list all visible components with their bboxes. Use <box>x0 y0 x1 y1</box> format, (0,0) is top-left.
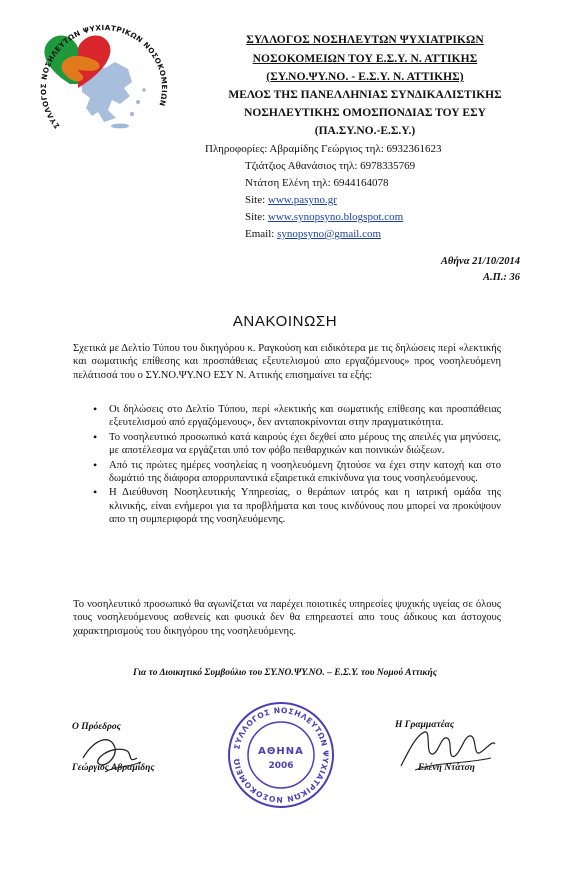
svg-text:2006: 2006 <box>268 761 294 771</box>
site-label-2: Site: <box>245 211 266 223</box>
contact-line-3: Ντάτση Ελένη τηλ: 6944164078 <box>245 177 389 189</box>
list-item: • Από τις πρώτες ημέρες νοσηλείας η νοσηλευόμενη ζητούσε να έχει στην κατοχή και στο δωμάτιό της διάφορα απορρυπαντικά εξαιρετικά επικίνδυνα για τους νοσηλευόμενους. <box>109 459 501 486</box>
contact-line-2: Τζιάτζιος Αθανάσιος τηλ: 6978335769 <box>245 160 416 172</box>
site-label-1: Site: <box>245 194 266 206</box>
header-line-5: ΝΟΣΗΛΕΥΤΙΚΗΣ ΟΜΟΣΠΟΝΔΙΑΣ ΤΟΥ ΕΣΥ <box>244 107 486 119</box>
list-item: • Η Διεύθυνση Νοσηλευτικής Υπηρεσίας, ο θεράπων ιατρός και η ιατρική ομάδα της κλινικής, είναι ενήμεροι για τα προβλήματα και τους κινδύνους που μπορεί να προκύψουν απο τη συμπεριφορά της νοσηλευόμενης. <box>109 486 501 526</box>
official-stamp <box>226 700 336 810</box>
secretary-name: Ελένη Ντάτση <box>418 763 475 773</box>
svg-text:ΑΘΗΝΑ: ΑΘΗΝΑ <box>258 746 304 757</box>
document-title: ΑΝΑΚΟΙΝΩΣΗ <box>232 313 338 330</box>
header-line-4: ΜΕΛΟΣ ΤΗΣ ΠΑΝΕΛΛΗΝΙΑΣ ΣΥΝΔΙΚΑΛΙΣΤΙΚΗΣ <box>228 89 502 101</box>
header-line-6: (ΠΑ.ΣΥ.ΝΟ.-Ε.Σ.Υ.) <box>314 125 416 137</box>
list-item: • Το νοσηλευτικό προσωπικό κατά καιρούς έχει δεχθεί απο μέρους της απειλές για μηνύσεις, με αποτέλεσμα να εργάζεται υπό τον φόβο πειθαρχικών και ποινικών διώξεων. <box>109 431 501 458</box>
header-line-2: ΝΟΣΟΚΟΜΕΙΩΝ ΤΟΥ Ε.Σ.Υ. Ν. ΑΤΤΙΚΗΣ <box>252 53 478 65</box>
list-item: • Οι δηλώσεις στο Δελτίο Τύπου, περί «λεκτικής και σωματικής επίθεσης και προσπάθειας εξευτελισμού από εργαζόμενους», δεν ανταποκρίνονται στην πραγματικότητα. <box>109 403 501 430</box>
board-line: Για το Διοικητικό Συμβούλιο του ΣΥ.ΝΟ.ΨΥ.ΝΟ. – Ε.Σ.Υ. του Νομού Αττικής <box>132 668 438 678</box>
contact-line-1: Πληροφορίες: Αβραμίδης Γεώργιος τηλ: 6932361623 <box>205 143 442 155</box>
protocol-number: Α.Π.: 36 <box>482 272 520 283</box>
email-link[interactable]: synopsyno@gmail.com <box>277 228 382 240</box>
site-link-pasyno[interactable]: www.pasyno.gr <box>267 194 337 206</box>
secretary-label: Η Γραμματέας <box>395 720 455 730</box>
site-line-2 <box>245 211 403 223</box>
document-date: Αθήνα 21/10/2014 <box>440 256 520 267</box>
president-name: Γεώργιος Αβραμίδης <box>72 763 155 773</box>
president-signature <box>75 728 155 778</box>
statement-list <box>73 403 501 528</box>
union-logo <box>20 14 170 139</box>
email-label: Email: <box>245 228 275 240</box>
site-line-1 <box>245 194 337 206</box>
header-line-1: ΣΥΛΛΟΓΟΣ ΝΟΣΗΛΕΥΤΩΝ ΨΥΧΙΑΤΡΙΚΩΝ <box>246 34 484 46</box>
closing-paragraph: Το νοσηλευτικό προσωπικό θα αγωνίζεται να παρέχει ποιοτικές υπηρεσίες ψυχικής υγείας σε όλους τους νοσηλευόμενους ασθενείς και φυσικά δεν θα επηρεαστεί απο τους άδικους και άστοχους χαρακτηρισμούς του δικηγόρου της νοσηλευόμενης. <box>73 599 501 637</box>
svg-text:ΣΥΛΛΟΓΟΣ ΝΟΣΗΛΕΥΤΩΝ ΨΥΧΙΑΤΡΙΚΩ: ΣΥΛΛΟΓΟΣ ΝΟΣΗΛΕΥΤΩΝ ΨΥΧΙΑΤΡΙΚΩΝ ΝΟΣΟΚΟΜΕΙΩΝ <box>38 23 169 131</box>
site-link-blog[interactable]: www.synopsyno.blogspot.com <box>267 211 404 223</box>
header-line-3: (ΣΥ.ΝΟ.ΨΥ.ΝΟ. - Ε.Σ.Υ. Ν. ΑΤΤΙΚΗΣ) <box>266 71 464 83</box>
email-line <box>245 228 381 240</box>
president-label: Ο Πρόεδρος <box>72 722 121 732</box>
svg-text:ΣΥΛΛΟΓΟΣ ΝΟΣΗΛΕΥΤΩΝ ΨΥΧΙΑΤΡΙΚΩ: ΣΥΛΛΟΓΟΣ ΝΟΣΗΛΕΥΤΩΝ ΨΥΧΙΑΤΡΙΚΩΝ ΝΟΣΟΚΟΜΕΙΩ <box>232 705 331 805</box>
secretary-signature <box>395 720 500 780</box>
intro-paragraph: Σχετικά με Δελτίο Τύπου του δικηγόρου κ. Ραγκούση και ειδικότερα με τις δηλώσεις περί «λεκτικής και σωματικής επίθεσης και προσπάθειας εξευτελισμού απο εργαζόμενους» προς νοσηλευόμενη πελάτισσά του ο ΣΥ.ΝΟ.ΨΥ.ΝΟ ΕΣΥ Ν. Αττικής επισημαίνει τα εξής: <box>73 343 501 381</box>
